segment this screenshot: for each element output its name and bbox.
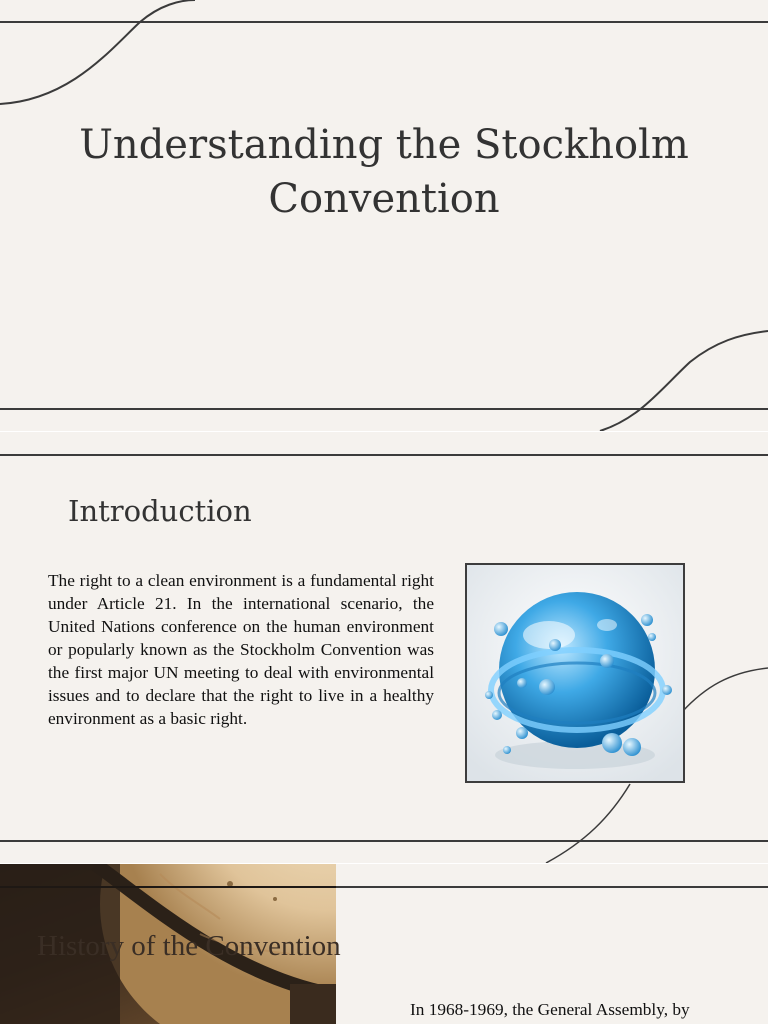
history-heading: History of the Convention [37, 930, 341, 962]
slide-title: Understanding the Stockholm Convention [79, 122, 689, 222]
photo-overlay-rule [0, 886, 336, 888]
bottom-rule [0, 408, 768, 410]
introduction-heading: Introduction [68, 494, 252, 528]
introduction-paragraph: The right to a clean environment is a fundamental right under Article 21. In the international scenario, the United Nations conference on the human environment or popularly known as the Stockholm Convention was the first major UN meeting to deal with environmental issues and to declare that the right to live in a healthy environment as a basic right. [48, 571, 434, 728]
top-rule [0, 21, 768, 23]
water-sphere-illustration [467, 565, 683, 781]
top-rule [0, 454, 768, 456]
title-slide [0, 0, 768, 431]
bottom-rule [0, 840, 768, 842]
history-paragraph: In 1968-1969, the General Assembly, by [410, 1000, 690, 1019]
glass-water-sphere-image [465, 563, 685, 783]
